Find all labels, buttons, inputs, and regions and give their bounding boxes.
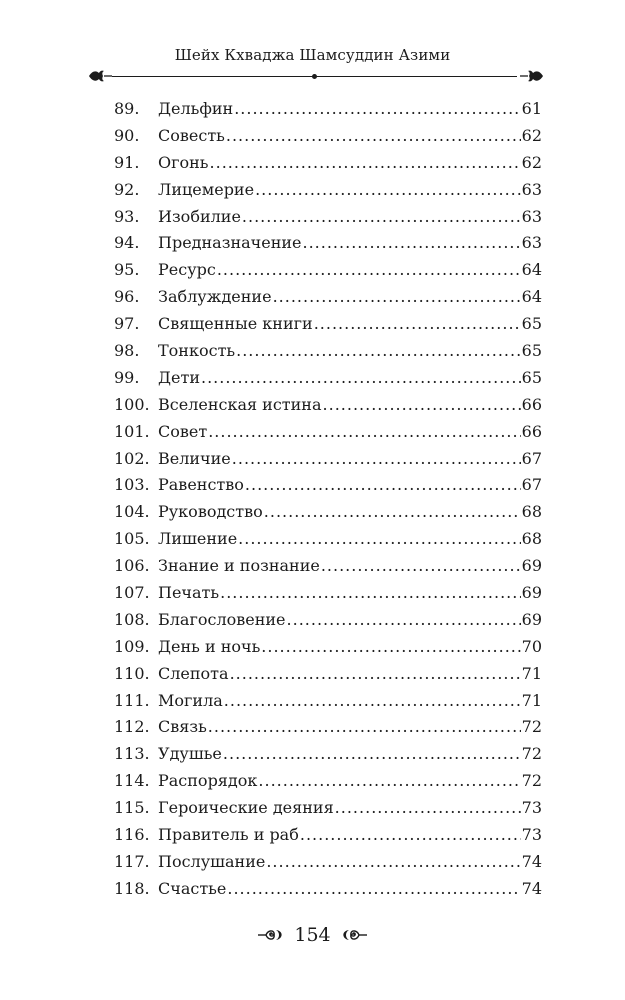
entry-number: 114.	[114, 771, 150, 791]
entry-number: 106.	[114, 556, 150, 576]
toc-entry[interactable]	[114, 96, 542, 123]
entry-number: 94.	[114, 233, 140, 253]
dot-leader	[335, 795, 521, 822]
toc-entry[interactable]	[114, 634, 542, 661]
entry-page: 74	[521, 851, 542, 871]
entry-number: 100.	[114, 394, 150, 414]
dot-leader	[224, 688, 521, 715]
toc-entry[interactable]	[114, 876, 542, 903]
entry-title: Удушье	[158, 744, 222, 764]
dot-leader	[300, 822, 521, 849]
entry-number: 113.	[114, 744, 150, 764]
dot-leader	[273, 284, 521, 311]
dot-leader	[321, 553, 521, 580]
dot-leader	[227, 876, 520, 903]
entry-number: 107.	[114, 583, 150, 603]
toc-entry[interactable]	[114, 607, 542, 634]
entry-number: 96.	[114, 287, 140, 307]
entry-title: Вселенская истина	[158, 394, 322, 414]
entry-number: 104.	[114, 502, 150, 522]
dot-leader	[208, 714, 521, 741]
entry-number: 110.	[114, 663, 150, 683]
dot-leader	[261, 634, 520, 661]
entry-number: 108.	[114, 609, 150, 629]
page-number: 154	[294, 924, 331, 946]
toc-entry[interactable]	[114, 580, 542, 607]
entry-number: 115.	[114, 798, 150, 818]
dot-leader	[201, 365, 521, 392]
dot-leader	[242, 204, 521, 231]
entry-number: 116.	[114, 825, 150, 845]
entry-page: 71	[521, 690, 542, 710]
entry-title: Распорядок	[158, 771, 258, 791]
toc-entry[interactable]	[114, 338, 542, 365]
toc-entry[interactable]	[114, 257, 542, 284]
entry-number: 109.	[114, 636, 150, 656]
entry-number: 117.	[114, 851, 150, 871]
entry-page: 63	[521, 179, 542, 199]
toc-entry[interactable]	[114, 392, 542, 419]
entry-page: 63	[521, 206, 542, 226]
entry-title: Благословение	[158, 609, 286, 629]
entry-title: Руководство	[158, 502, 263, 522]
fleuron-ornament-icon	[87, 68, 113, 84]
entry-page: 67	[521, 475, 542, 495]
toc-entry[interactable]	[114, 284, 542, 311]
dot-leader	[255, 177, 521, 204]
dot-leader	[266, 849, 520, 876]
scroll-ornament-icon	[339, 927, 369, 943]
entry-title: Равенство	[158, 475, 244, 495]
toc-entry[interactable]	[114, 446, 542, 473]
header-center-dot	[312, 74, 317, 79]
entry-page: 72	[521, 717, 542, 737]
dot-leader	[245, 472, 521, 499]
entry-number: 102.	[114, 448, 150, 468]
toc-entry[interactable]	[114, 150, 542, 177]
toc-entry[interactable]	[114, 849, 542, 876]
toc-entry[interactable]	[114, 661, 542, 688]
entry-page: 73	[521, 825, 542, 845]
entry-title: Предназначение	[158, 233, 302, 253]
entry-title: Совет	[158, 421, 208, 441]
entry-title: Могила	[158, 690, 223, 710]
table-of-contents	[114, 96, 542, 903]
entry-title: Послушание	[158, 851, 266, 871]
entry-number: 92.	[114, 179, 140, 199]
entry-title: Дельфин	[158, 99, 234, 118]
entry-number: 111.	[114, 690, 150, 710]
entry-page: 64	[521, 287, 542, 307]
entry-title: Величие	[158, 448, 231, 468]
toc-entry[interactable]	[114, 365, 542, 392]
entry-page: 62	[521, 125, 542, 145]
entry-title: Печать	[158, 583, 220, 603]
entry-page: 69	[521, 556, 542, 576]
toc-entry[interactable]	[114, 311, 542, 338]
entry-page: 65	[521, 341, 542, 361]
toc-entry[interactable]	[114, 230, 542, 257]
entry-page: 74	[521, 878, 542, 898]
entry-title: Правитель и раб	[158, 825, 299, 845]
running-head-title: Шейх Кхваджа Шамсуддин Азими	[174, 46, 451, 64]
entry-title: Ресурс	[158, 260, 216, 280]
toc-entry[interactable]	[114, 714, 542, 741]
entry-page: 61	[521, 99, 542, 118]
entry-page: 68	[521, 529, 542, 549]
dot-leader	[238, 526, 520, 553]
entry-title: Лицемерие	[158, 179, 255, 199]
dot-leader	[258, 768, 520, 795]
page-footer	[0, 920, 625, 950]
entry-title: Знание и познание	[158, 556, 320, 576]
entry-title: Связь	[158, 717, 207, 737]
dot-leader	[210, 150, 521, 177]
toc-entry[interactable]	[114, 204, 542, 231]
entry-page: 66	[521, 394, 542, 414]
entry-title: Огонь	[158, 152, 209, 172]
entry-title: Изобилие	[158, 206, 241, 226]
toc-entry[interactable]	[114, 499, 542, 526]
entry-number: 91.	[114, 152, 140, 172]
dot-leader	[217, 257, 521, 284]
entry-number: 105.	[114, 529, 150, 549]
entry-title: Лишение	[158, 529, 238, 549]
dot-leader	[236, 338, 521, 365]
entry-page: 64	[521, 260, 542, 280]
toc-entry[interactable]	[114, 795, 542, 822]
entry-number: 101.	[114, 421, 150, 441]
entry-number: 99.	[114, 367, 140, 387]
dot-leader	[223, 741, 521, 768]
toc-entry[interactable]	[114, 472, 542, 499]
scroll-ornament-icon	[256, 927, 286, 943]
toc-entry[interactable]	[114, 553, 542, 580]
entry-number: 98.	[114, 341, 140, 361]
entry-page: 62	[521, 152, 542, 172]
entry-page: 69	[521, 583, 542, 603]
entry-page: 72	[521, 771, 542, 791]
toc-entry[interactable]	[114, 741, 542, 768]
entry-page: 65	[521, 314, 542, 334]
dot-leader	[234, 96, 520, 123]
toc-entry[interactable]	[114, 688, 542, 715]
dot-leader	[323, 392, 521, 419]
entry-number: 93.	[114, 206, 140, 226]
toc-entry[interactable]	[114, 123, 542, 150]
entry-page: 68	[521, 502, 542, 522]
entry-page: 67	[521, 448, 542, 468]
dot-leader	[314, 311, 521, 338]
entry-title: Счастье	[158, 878, 227, 898]
entry-page: 66	[521, 421, 542, 441]
toc-entry[interactable]	[114, 822, 542, 849]
entry-page: 65	[521, 367, 542, 387]
entry-number: 97.	[114, 314, 140, 334]
dot-leader	[232, 446, 521, 473]
entry-title: Героические деяния	[158, 798, 334, 818]
entry-number: 118.	[114, 878, 150, 898]
toc-entry[interactable]	[114, 526, 542, 553]
toc-entry[interactable]	[114, 768, 542, 795]
dot-leader	[264, 499, 521, 526]
entry-page: 63	[521, 233, 542, 253]
entry-number: 112.	[114, 717, 150, 737]
entry-number: 95.	[114, 260, 140, 280]
entry-title: Слепота	[158, 663, 229, 683]
dot-leader	[303, 230, 521, 257]
entry-title: Священные книги	[158, 314, 313, 334]
dot-leader	[230, 661, 521, 688]
entry-number: 103.	[114, 475, 150, 495]
entry-title: День и ночь	[158, 636, 261, 656]
entry-title: Совесть	[158, 125, 225, 145]
fleuron-ornament-icon	[519, 68, 545, 84]
toc-entry[interactable]	[114, 177, 542, 204]
entry-title: Тонкость	[158, 341, 236, 361]
entry-number: 90.	[114, 125, 140, 145]
entry-number: 89.	[114, 99, 140, 118]
dot-leader	[208, 419, 520, 446]
toc-entry[interactable]	[114, 419, 542, 446]
dot-leader	[226, 123, 521, 150]
entry-page: 73	[521, 798, 542, 818]
entry-page: 72	[521, 744, 542, 764]
entry-page: 71	[521, 663, 542, 683]
entry-page: 69	[521, 609, 542, 629]
dot-leader	[287, 607, 521, 634]
dot-leader	[220, 580, 521, 607]
entry-title: Дети	[158, 367, 200, 387]
entry-page: 70	[521, 636, 542, 656]
entry-title: Заблуждение	[158, 287, 272, 307]
